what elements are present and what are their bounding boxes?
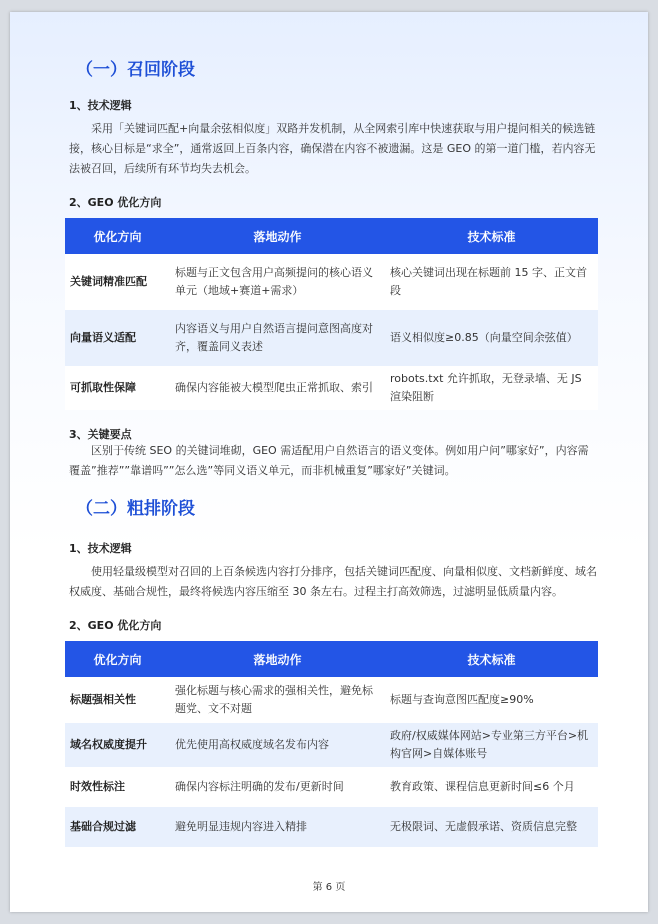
table-header-row [65, 218, 598, 254]
logic-paragraph-2: 使用轻量级模型对召回的上百条候选内容打分排序，包括关键词匹配度、向量相似度、文档新鲜度、域名权威度、基础合规性，最终将候选内容压缩至 30 条左右。过程主打高效筛选，过滤明显低质量内容。 [69, 565, 597, 598]
cell-direction: 向量语义适配 [65, 310, 170, 366]
table-header-row [65, 641, 598, 677]
cell-standard: 政府/权威媒体网站>专业第三方平台>机构官网>自媒体账号 [385, 723, 598, 767]
geo-table-recall [65, 218, 598, 410]
header-direction: 优化方向 [65, 218, 170, 254]
table-row [65, 677, 598, 723]
cell-direction: 时效性标注 [65, 767, 170, 807]
cell-action: 内容语义与用户自然语言提问意图高度对齐，覆盖同义表述 [170, 310, 385, 366]
cell-standard: 标题与查询意图匹配度≥90% [385, 677, 598, 723]
table-row [65, 254, 598, 310]
logic-paragraph-1: 采用「关键词匹配+向量余弦相似度」双路并发机制，从全网索引库中快速获取与用户提问相关的候选链接，核心目标是“求全”，通常返回上百条内容，确保潜在内容不被遗漏。这是 GEO 的第一道门槛，若内容无法被召回，后续所有环节均失去机会。 [69, 122, 596, 175]
table-row [65, 723, 598, 767]
cell-action: 强化标题与核心需求的强相关性，避免标题党、文不对题 [170, 677, 385, 723]
cell-action: 优先使用高权威度域名发布内容 [170, 723, 385, 767]
cell-direction: 标题强相关性 [65, 677, 170, 723]
cell-action: 确保内容标注明确的发布/更新时间 [170, 767, 385, 807]
header-standard: 技术标准 [385, 218, 598, 254]
geo-heading-1: 2、GEO 优化方向 [69, 196, 162, 209]
table-row [65, 807, 598, 847]
cell-standard: 核心关键词出现在标题前 15 字、正文首段 [385, 254, 598, 310]
points-paragraph: 区别于传统 SEO 的关键词堆砌，GEO 需适配用户自然语言的语义变体。例如用户问”哪家好”，内容需覆盖”推荐””靠谱吗””怎么选”等同义语义单元，而非机械重复”哪家好”关键词。 [69, 444, 589, 477]
cell-standard: 语义相似度≥0.85（向量空间余弦值） [385, 310, 598, 366]
cell-standard: 教育政策、课程信息更新时间≤6 个月 [385, 767, 598, 807]
cell-direction: 关键词精准匹配 [65, 254, 170, 310]
cell-action: 避免明显违规内容进入精排 [170, 807, 385, 847]
geo-heading-2: 2、GEO 优化方向 [69, 619, 162, 632]
cell-direction: 域名权威度提升 [65, 723, 170, 767]
section-title-coarse-ranking: （二）粗排阶段 [76, 499, 195, 519]
cell-action: 标题与正文包含用户高频提问的核心语义单元（地域+赛道+需求） [170, 254, 385, 310]
cell-direction: 基础合规过滤 [65, 807, 170, 847]
document-page [10, 12, 648, 912]
cell-direction: 可抓取性保障 [65, 366, 170, 410]
header-standard: 技术标准 [385, 641, 598, 677]
header-direction: 优化方向 [65, 641, 170, 677]
logic-heading-2: 1、技术逻辑 [69, 542, 132, 555]
header-action: 落地动作 [170, 641, 385, 677]
geo-table-coarse [65, 641, 598, 847]
points-heading: 3、关键要点 [69, 428, 132, 441]
logic-heading-1: 1、技术逻辑 [69, 99, 132, 112]
header-action: 落地动作 [170, 218, 385, 254]
page-number: 第 6 页 [312, 882, 346, 893]
cell-standard: robots.txt 允许抓取，无登录墙、无 JS 渲染阻断 [385, 366, 598, 410]
cell-action: 确保内容能被大模型爬虫正常抓取、索引 [170, 366, 385, 410]
section-title-recall: （一）召回阶段 [76, 60, 195, 80]
table-row [65, 767, 598, 807]
table-row [65, 310, 598, 366]
table-row [65, 366, 598, 410]
cell-standard: 无极限词、无虚假承诺、资质信息完整 [385, 807, 598, 847]
